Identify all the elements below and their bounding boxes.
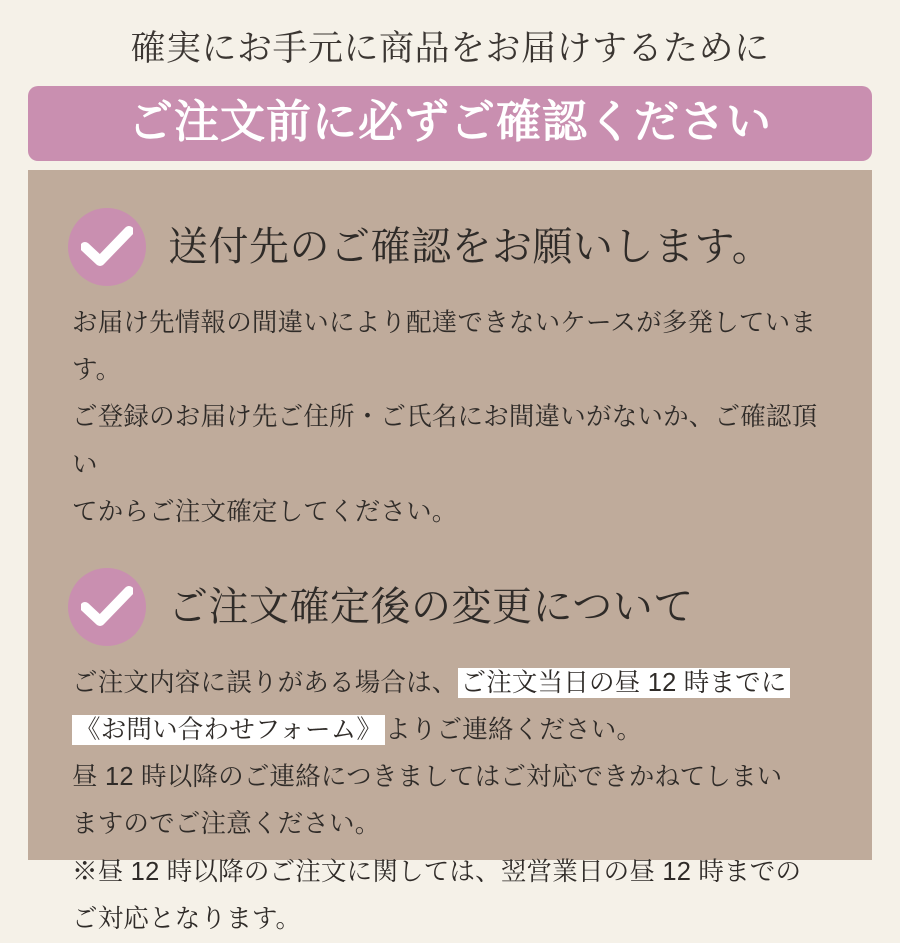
- notice-panel: [28, 170, 872, 933]
- section-body: [68, 660, 832, 943]
- body-line: ご対応となります。: [72, 904, 302, 933]
- section-order-change: [68, 568, 832, 943]
- body-line: [72, 660, 832, 707]
- body-line: [72, 707, 832, 754]
- highlight-deadline: ご注文当日の昼 12 時までに: [458, 668, 790, 698]
- section-header: [68, 568, 832, 646]
- header-lead-text: 確実にお手元に商品をお届けするために: [130, 29, 770, 68]
- check-icon: [68, 208, 146, 286]
- section-title: ご注文確定後の変更について: [168, 584, 694, 629]
- body-line: てからご注文確定してください。: [72, 497, 458, 526]
- header-banner-text: ご注文前に必ずご確認ください: [127, 95, 772, 147]
- body-text: ご注文内容に誤りがある場合は、: [72, 668, 458, 697]
- contact-form-link[interactable]: 《お問い合わせフォーム》: [72, 715, 385, 745]
- section-body: [68, 300, 832, 536]
- body-line: ※昼 12 時以降のご注文に関しては、翌営業日の昼 12 時までの: [72, 857, 802, 886]
- header-banner: [28, 86, 872, 162]
- section-header: [68, 208, 832, 286]
- check-icon: [68, 568, 146, 646]
- body-line: 昼 12 時以降のご連絡につきましてはご対応できかねてしまい: [72, 763, 783, 792]
- section-title: 送付先のご確認をお願いします。: [168, 225, 773, 269]
- page-header: [0, 0, 900, 161]
- section-spacer: [68, 546, 832, 568]
- body-line: ご登録のお届け先ご住所・ご氏名にお間違いがないか、ご確認頂い: [72, 403, 818, 479]
- body-line: ますのでご注意ください。: [72, 810, 381, 839]
- body-text: よりご連絡ください。: [385, 716, 643, 745]
- body-line: お届け先情報の間違いにより配達できないケースが多発しています。: [72, 309, 817, 385]
- section-shipping-address: [68, 208, 832, 536]
